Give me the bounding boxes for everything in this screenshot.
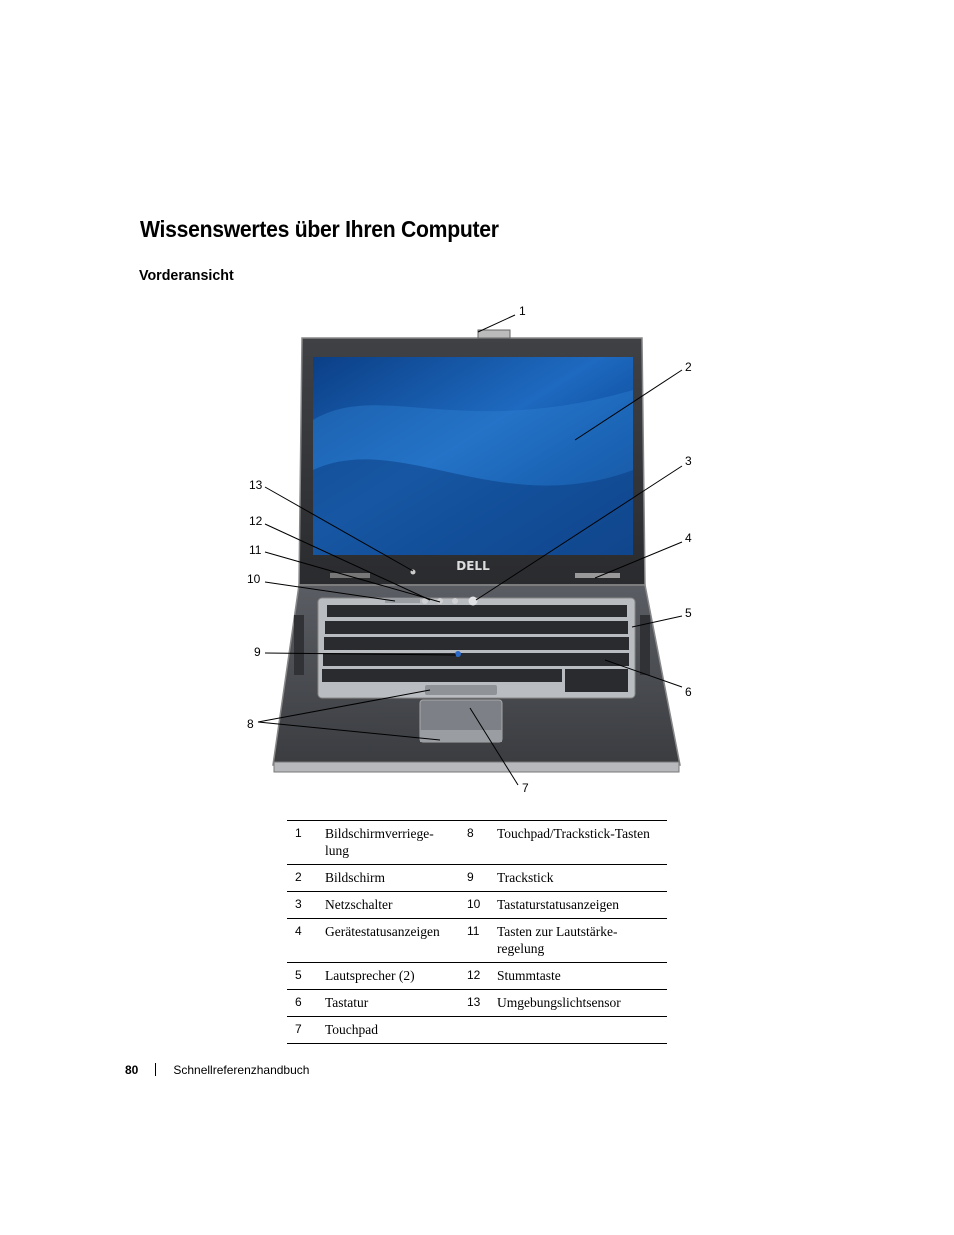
legend-label: Touchpad	[321, 1017, 459, 1044]
legend-table	[287, 820, 667, 1044]
laptop-front-view-illustration	[240, 300, 710, 800]
page-title: Wissenswertes über Ihren Computer	[140, 216, 499, 242]
legend-number: 6	[287, 990, 321, 1017]
legend-number: 8	[459, 821, 493, 865]
callout-5: 5	[685, 606, 692, 620]
callout-8: 8	[247, 717, 254, 731]
display-latch	[478, 330, 510, 338]
legend-row	[287, 892, 667, 919]
callout-1: 1	[519, 304, 526, 318]
legend-label: Bildschirmverriege- lung	[321, 821, 459, 865]
legend-label: Gerätestatusanzeigen	[321, 919, 459, 963]
legend-row	[287, 919, 667, 963]
legend-label: Trackstick	[493, 865, 667, 892]
legend-row	[287, 821, 667, 865]
callout-9: 9	[254, 645, 261, 659]
callout-7: 7	[522, 781, 529, 795]
page-number: 80	[125, 1063, 139, 1077]
legend-row	[287, 990, 667, 1017]
laptop-base	[273, 585, 680, 772]
section-title: Vorderansicht	[139, 267, 234, 284]
display-lid	[299, 330, 645, 585]
legend-label: Bildschirm	[321, 865, 459, 892]
legend-row	[287, 963, 667, 990]
legend-label: Tasten zur Lautstärke- regelung	[493, 919, 667, 963]
speaker-left	[294, 615, 304, 675]
legend-number: 2	[287, 865, 321, 892]
legend-row	[287, 1017, 667, 1044]
callout-10: 10	[247, 572, 261, 586]
callout-2: 2	[685, 360, 692, 374]
legend-label: Touchpad/Trackstick-Tasten	[493, 821, 667, 865]
callout-6: 6	[685, 685, 692, 699]
legend-number: 3	[287, 892, 321, 919]
legend-number: 1	[287, 821, 321, 865]
trackstick	[455, 651, 461, 657]
callout-11: 11	[249, 543, 262, 557]
legend-number: 10	[459, 892, 493, 919]
callout-13: 13	[249, 478, 263, 492]
legend-label: Tastaturstatusanzeigen	[493, 892, 667, 919]
legend-number: 5	[287, 963, 321, 990]
legend-label: Stummtaste	[493, 963, 667, 990]
legend-number: 7	[287, 1017, 321, 1044]
legend-number: 11	[459, 919, 493, 963]
footer-separator	[155, 1063, 156, 1076]
callout-12: 12	[249, 514, 263, 528]
document-title: Schnellreferenzhandbuch	[173, 1063, 310, 1077]
callout-4: 4	[685, 531, 692, 545]
legend-number: 12	[459, 963, 493, 990]
legend-number	[459, 1017, 493, 1044]
legend-row	[287, 865, 667, 892]
callout-3: 3	[685, 454, 692, 468]
legend-number: 13	[459, 990, 493, 1017]
legend-label: Netzschalter	[321, 892, 459, 919]
dell-logo: DELL	[456, 559, 490, 573]
legend-label: Lautsprecher (2)	[321, 963, 459, 990]
page-footer	[125, 1063, 309, 1077]
legend-number: 9	[459, 865, 493, 892]
legend-number: 4	[287, 919, 321, 963]
legend-label: Tastatur	[321, 990, 459, 1017]
trackstick-buttons	[425, 685, 497, 695]
power-button	[469, 597, 478, 606]
legend-label	[493, 1017, 667, 1044]
legend-label: Umgebungslichtsensor	[493, 990, 667, 1017]
